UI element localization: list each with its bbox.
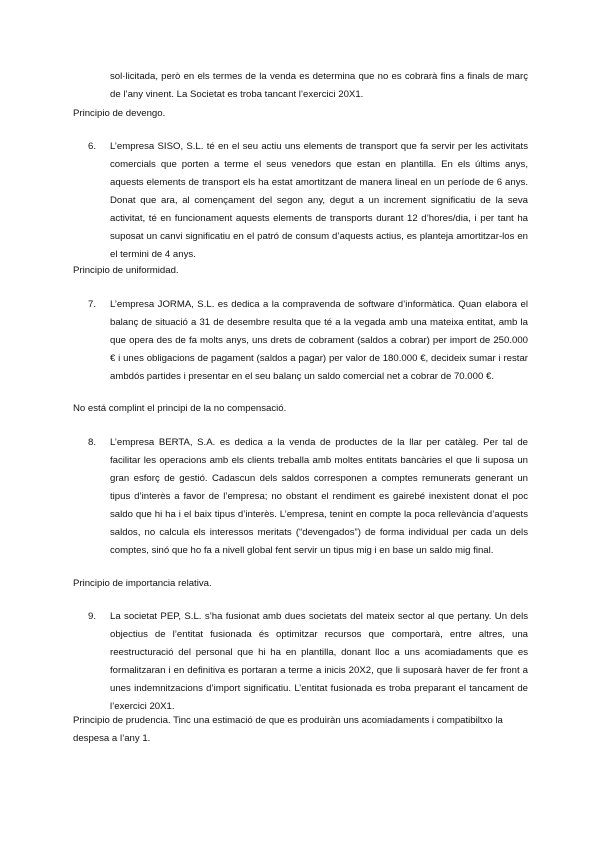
answer-item-9: Principio de prudencia. Tinc una estimació de que es produiràn uns acomiadaments i compatibiltxo la despesa a l’any 1.: [73, 715, 503, 744]
answer-item-8: Principio de importancia relativa.: [73, 578, 212, 589]
answer-item-7: No está complint el principi de la no compensació.: [73, 403, 287, 414]
item-text: L’empresa BERTA, S.A. es dedica a la venda de productes de la llar per catàleg. Per tal de facilitar les operacions amb els clients treballa amb moltes entitats bancàries el que li suposa un gran esforç de gestió. Cadascun dels saldos corresponen a comptes remunerats generant un tipus d’interès a favor de l’empresa; no obstant el rendiment es gairebé inexistent donat el poc saldo que hi ha i el baix tipus d’interès. L’empresa, tenint en compte la poca rellevància d’aquests saldos, no calcula els interessos meritats (“devengados”) de forma individual per cada un dels comptes, sinó que ho fa a nivell global fent servir un tipus mig i en base un saldo mig final.: [110, 437, 528, 556]
item-text: L’empresa JORMA, S.L. es dedica a la compravenda de software d’informàtica. Quan elabora el balanç de situació a 31 de desembre resulta que té a la vegada amb una mateixa entitat, amb la que opera des de fa molts anys, uns drets de cobrament (saldos a cobrar) per import de 250.000 € i unes obligacions de pagament (saldos a pagar) per valor de 180.000 €, decideix sumar i restar ambdós partides i presentar en el seu balanç un saldo comercial net a cobrar de 70.000 €.: [110, 299, 528, 382]
answer-item-6: Principio de uniformidad.: [73, 265, 179, 276]
exercise-item-7: [88, 296, 528, 386]
item-text: La societat PEP, S.L. s’ha fusionat amb dues societats del mateix sector al que pertany. Un dels objectius de l’entitat fusionada és optimitzar recursos que comportarà, entre altres, una reestructuració del personal que hi ha en plantilla, donant lloc a uns acomiadaments que es formalitzaran i en definitiva es portaran a terme a inicis 20X2, que li suposarà haver de fer front a unes indemnitzacions d’import significatiu. L’entitat fusionada es troba preparant el tancament de l’exercici 20X1.: [110, 611, 528, 712]
item-5-continuation: sol·licitada, però en els termes de la venda es determina que no es cobrarà fins a finals de març de l’any vinent. La Societat es troba tancant l’exercici 20X1.: [110, 71, 528, 100]
item-number: 6.: [88, 141, 97, 152]
item-number: 8.: [88, 437, 97, 448]
answer-item-5: Principio de devengo.: [73, 108, 166, 119]
item-number: 7.: [88, 299, 97, 310]
item-text: L’empresa SISO, S.L. té en el seu actiu uns elements de transport que fa servir per les activitats comercials que porten a terme el seus venedors que estan en plantilla. En els últims anys, aquests elements de transport els ha estat amortitzant de manera lineal en un període de 6 anys. Donat que ara, al començament del segon any, degut a un increment significatiu de la seva activitat, té en funcionament aquests elements de transports durant 12 d’hores/dia, i per tant ha suposat un canvi significatiu en el patró de consum d’aquests actius, es planteja amortitzar-los en el termini de 4 anys.: [110, 141, 528, 260]
exercise-item-9: [88, 608, 528, 716]
exercise-item-6: [88, 138, 528, 264]
item-number: 9.: [88, 611, 97, 622]
exercise-item-8: [88, 434, 528, 560]
